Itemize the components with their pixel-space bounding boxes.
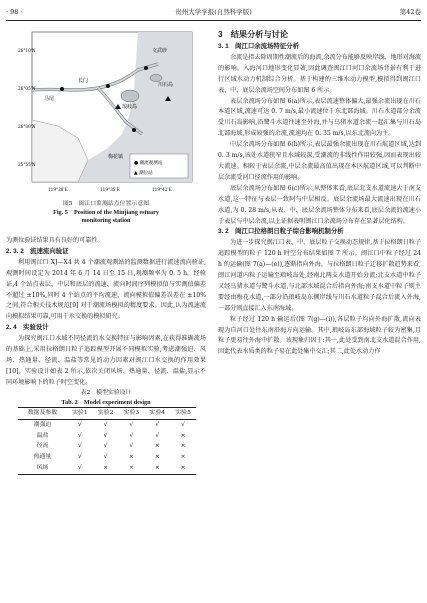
table-cell: √ [155,432,160,439]
lon-tick: 119°42'E [152,187,172,192]
table-cell: × [144,463,170,474]
table-caption-en: Tab. 2 Model experiment design [61,398,151,406]
estuary-map-figure [18,30,196,198]
paragraph: 为进一步探究闽江口表、中、底层粒子交换动态规律,基于拉格朗日粒子追踪模型的粒子 120 h 时空分布结果如图 7 所示。闽江口中粒子经过 24 h 的运输(图 7(a)—(e)),逐渐指向外海。与拉格朗日粒子迁移扩散趋势来看,闽江河道内粒子运输至琅岐岛处,经南北两支水道开始分流;北支水道中粒子又经乌猪水道与鹭斗水道,与北部水域混合后指向外海;南支水道中粒子则主要经由梅花水道,一部分沿琅岐岛东侧岸线与川石水道粒子混合后流入外海,一部分则直接汇入东南海域。 [218,239,421,312]
table-row [18,431,196,442]
table-cell: 热通量 [33,454,52,461]
map-label: 琅岐岛 [122,104,138,110]
map-label: 长门 [78,78,89,84]
table-cell: √ [77,443,82,450]
table-cell: × [180,432,186,439]
paragraph: 粒子经过 120 h 输运后(图 7(g)—(i)),各层粒子均向外海扩散,流向表现为自河口处往东南沿海方向运输。其中,琅岐岛东部海域粒子较为密集,且粒子更易往外海中扩散。该现象归因于:其一,此处受到南北支水道混合作用,因此代表水质类的粒子易在此处集中交汇;其二,此处水动力作 [218,315,421,356]
table-header: 实验2 [93,407,119,419]
table-cell: × [180,454,186,461]
map-label: 马尾 [44,96,55,102]
table-cell: √ [77,454,82,461]
lat-tick: 26°05'N [18,86,36,91]
map-label: 川石岛 [158,82,174,88]
station-dot [60,87,64,91]
paragraph: 中层余流场分布如图 6(b)所示,表层最强余流出现在川石航道区域,达到 0. 3 m/s,该处水道狭窄且水域较深,受潮流的非线性作用较强,因而表现出较大流速。相较于表层余流,中层余流最高值出现在本区航道区域,可以判断中层余流受河口径流作用的影响。 [218,141,421,181]
section-heading: 2. 3. 2 流速流向验证 [6,247,69,255]
table-cell: √ [103,432,108,439]
table-caption-cn: 表2 模型实验设计 [80,389,132,396]
header-rule [6,20,421,21]
lat-tick: 25°55'N [18,162,36,167]
table-cell: 径流 [36,443,49,450]
left-column [6,236,206,475]
table-cell: √ [129,443,134,450]
langqi-island-shape [121,90,139,102]
paragraph: 底层余流场分布如图 6(c)所示,从整体来看,底层北支水道流速大于南支水道,这一特征与表层一致阿与中层相反。底层余流场最大流速出现在川石水道,为 0. 28 m/s,从表、中、底层余流场整体分布来看,底层余流的流速小于表层与中层余流,以上证据表明闽江口余流场分布存在显著层化结构。 [218,184,421,225]
station-dot [106,84,110,88]
table-cell: × [93,463,119,474]
lon-tick: 119°28'E [48,187,68,192]
page-number: · 98 · [6,8,23,16]
table-cell: √ [103,454,108,461]
table-cell: 温盐 [36,432,49,439]
table-cell: √ [155,421,160,428]
table-row [18,441,196,452]
table-header: 实验5 [170,407,196,419]
paragraph: 余流是指去除周期性潮流后的海流,余流分布能够反映岸线、地形对海流的影响。入海河口地形变化显著,因此调查闽江口河口余流场背景有利于进行区域水动力机制综合分析。基于构建的三维水动力模型,模拟得到闽江口表、中、底层余流场空间分布如图 6 所示。 [218,53,421,94]
section-heading: 3 结果分析与讨论 [218,30,289,39]
table-cell: 风场 [18,463,67,474]
map-label: 文武砂 [152,48,168,54]
table-cell: √ [129,421,134,428]
lat-tick: 26°00'N [18,124,36,129]
table-header: 数据及参数 [18,407,67,419]
table-cell: √ [129,432,134,439]
figure-caption-en: Fig. 5 Position of the Minjiang estuary [53,209,159,216]
paragraph: 为探究闽江口水域不同径流的水交换特征与影响因素,在获得准确流场的基础上,采用拉格朗日粒子追踪模型开展不同模拟实验,考虑潮强迫、风场、热通量、径流、温盐等常见的动力因素对闽江口水交换的作用效果[10]。实验设计如表 2 所示,依次关闭风场、热通量、径流、温盐,显示不同环境影响下的粒子时空变化。 [6,335,206,386]
experiment-table [18,407,196,475]
table-cell: √ [103,421,108,428]
table-header: 实验3 [119,407,145,419]
table-cell: × [128,454,134,461]
journal-name: 贵州大学学报(自然科学版) [175,8,252,16]
right-column [218,26,421,358]
figure-caption-cn: 图5 闽江口监测站点位置示意图 [62,201,150,207]
table-cell: × [154,443,160,450]
table-row [18,452,196,463]
table-cell: 潮强迫 [33,421,52,428]
table-cell: √ [77,432,82,439]
section-heading: 2. 4 实验设计 [6,324,49,332]
map-label: 梅花镇 [108,154,124,160]
legend-item: ● 潮流观测站 [134,161,163,166]
paragraph: 为测位验证结果具有良好的可靠性。 [6,237,104,244]
table-header: 实验4 [144,407,170,419]
table-header: 实验1 [67,407,93,419]
table-cell: × [170,463,196,474]
section-heading: 3. 2 闽江口拉格朗日粒子综合影响机制分析 [218,228,344,236]
legend-item: ▲ 潮位站 [134,171,153,176]
table-cell: × [119,463,145,474]
volume-label: 第42卷 [399,8,421,16]
station-dot [132,128,136,132]
table-cell: √ [181,421,185,428]
table-cell: × [180,443,186,450]
table-row [18,463,196,474]
figure-caption-en-2: monitoring station [81,217,131,224]
table-row [18,419,196,430]
section-heading: 3. 1 闽江口余流场特征分析 [218,43,299,50]
paragraph: 表层余流场分布如图 6(a)所示,表层流速整体偏大,最强余流出现在川石本道区域,流速可达 0. 7 m/s,最小流速位于东北部海域。川石水道部分余流受川石岛影响,沿鹭斗水道往速至外海,并与乌猪水道余流一起汇集与川石岛北部海域,形成较强的余流,流速均在 0. 35 m/s,以东北流向为主。 [218,97,421,138]
running-header [6,5,421,19]
lon-tick: 119°35'E [100,187,120,192]
table-cell: √ [67,463,93,474]
lat-tick: 26°10'N [18,48,36,53]
chuanshi-island-shape [150,75,162,82]
table-cell: √ [77,421,82,428]
table-cell: × [154,454,160,461]
table-cell: √ [103,443,108,450]
station-dot [144,66,148,70]
paragraph: 利用闽江口 XJ—X4 共 4 个潮流观测站的监测数据进行流速流向验证,观测时间设定为 2014 年 6 月 14 日至 15 日,观测频率为 0. 5 h。经验证,4 个站点表层、中层和底层的流速、流向时间序列模拟值与实测值偏差不超过 ±10%,同时 4 个站点的平均流速、流向模拟值偏差误差在 ±10% 之间,符合相关技术规范[9] 对于潮流场模拟的精度要求。因此,认为流速流向模拟结果可靠,可用于水交换的模拟研究。 [6,258,206,321]
